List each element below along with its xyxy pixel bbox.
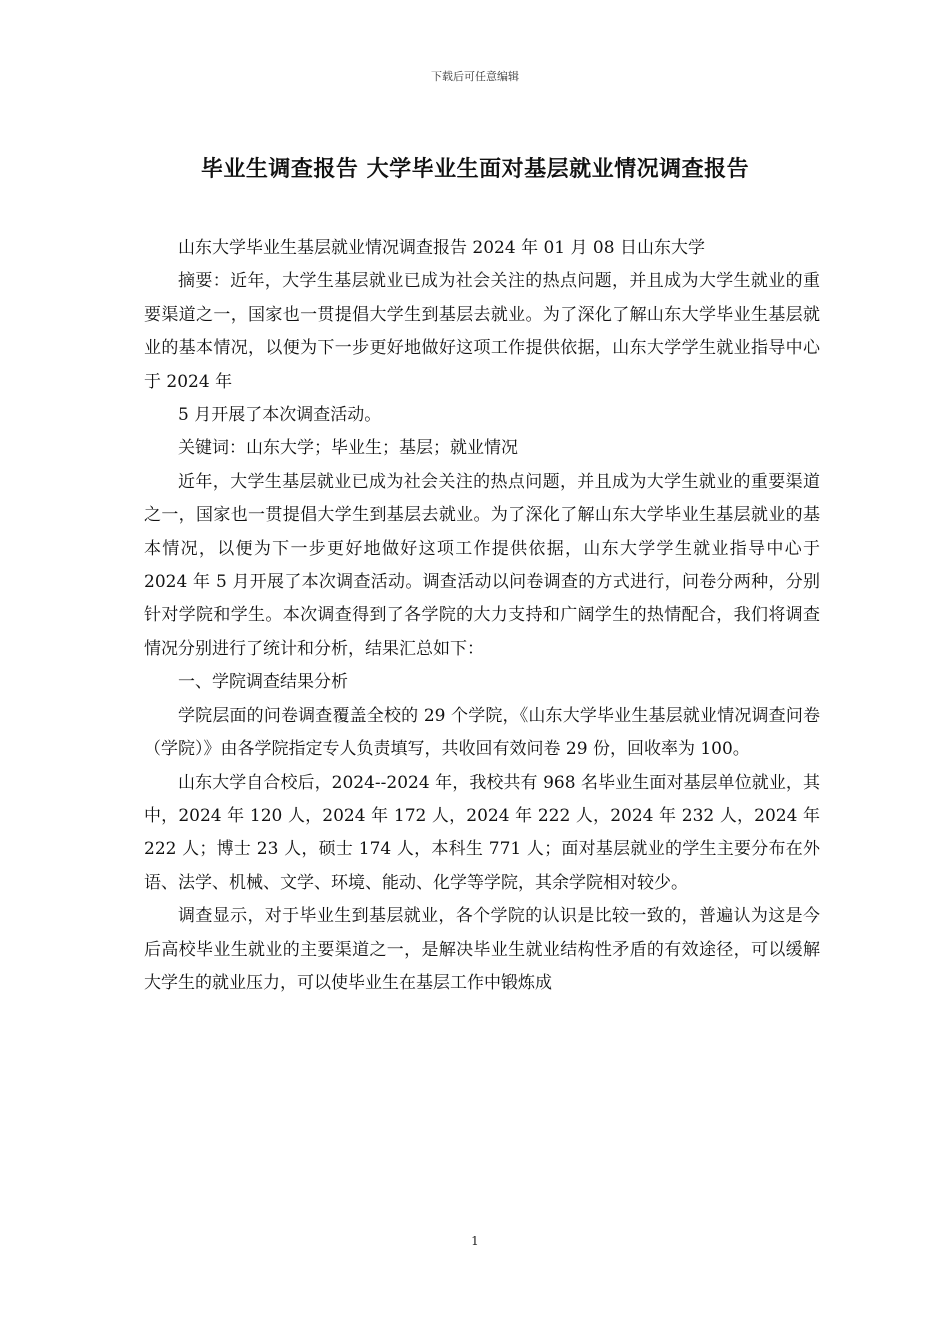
document-title: 毕业生调查报告 大学毕业生面对基层就业情况调查报告 — [200, 157, 750, 182]
paragraph-keywords: 关键词：山东大学；毕业生；基层；就业情况 — [178, 438, 518, 459]
paragraph-survey-findings: 调查显示，对于毕业生到基层就业，各个学院的认识是比较一致的，普遍认为这是今后高校毕业生就业的主要渠道之一，是解决毕业生就业结构性矛盾的有效途径，可以缓解大学生的就业压力，可以使毕业生在基层工作中锻炼成 — [144, 906, 820, 993]
section-heading-college-survey: 一、学院调查结果分析 — [178, 672, 348, 693]
page-header-note: 下载后可任意编辑 — [431, 70, 519, 83]
paragraph-introduction: 近年，大学生基层就业已成为社会关注的热点问题，并且成为大学生就业的重要渠道之一，国家也一贯提倡大学生到基层去就业。为了深化了解山东大学毕业生基层就业的基本情况，以便为下一步更好地做好这项工作提供依据，山东大学学生就业指导中心于 2024 年 5 月开展了本次调查活动。调查活动以问卷调查的方式进行，问卷分两种，分别针对学院和学生。本次调查得到了各学院的大力支持和广阔学生的热情配合，我们将调查情况分别进行了统计和分析，结果汇总如下： — [144, 471, 820, 659]
paragraph-source-line: 山东大学毕业生基层就业情况调查报告 2024 年 01 月 08 日山东大学 — [178, 238, 705, 258]
paragraph-survey-coverage: 学院层面的问卷调查覆盖全校的 29 个学院，《山东大学毕业生基层就业情况调查问卷（学院）》由各学院指定专人负责填写，共收回有效问卷 29 份，回收率为 100。 — [144, 705, 820, 760]
document-body — [144, 232, 820, 1000]
paragraph-graduate-statistics: 山东大学自合校后，2024--2024 年，我校共有 968 名毕业生面对基层单位就业，其中，2024 年 120 人，2024 年 172 人，2024 年 222 人，2024 年 232 人，2024 年 222 人；博士 23 人，硕士 174 人，本科生 771 人；面对基层就业的学生主要分布在外语、法学、机械、文学、环境、能动、化学等学院，其余学院相对较少。 — [144, 772, 820, 893]
paragraph-abstract-continued: 5 月开展了本次调查活动。 — [178, 405, 382, 426]
paragraph-abstract: 摘要：近年，大学生基层就业已成为社会关注的热点问题，并且成为大学生就业的重要渠道之一，国家也一贯提倡大学生到基层去就业。为了深化了解山东大学毕业生基层就业的基本情况，以便为下一步更好地做好这项工作提供依据，山东大学学生就业指导中心于 2024 年 — [144, 271, 820, 392]
page-number: 1 — [471, 1234, 479, 1248]
